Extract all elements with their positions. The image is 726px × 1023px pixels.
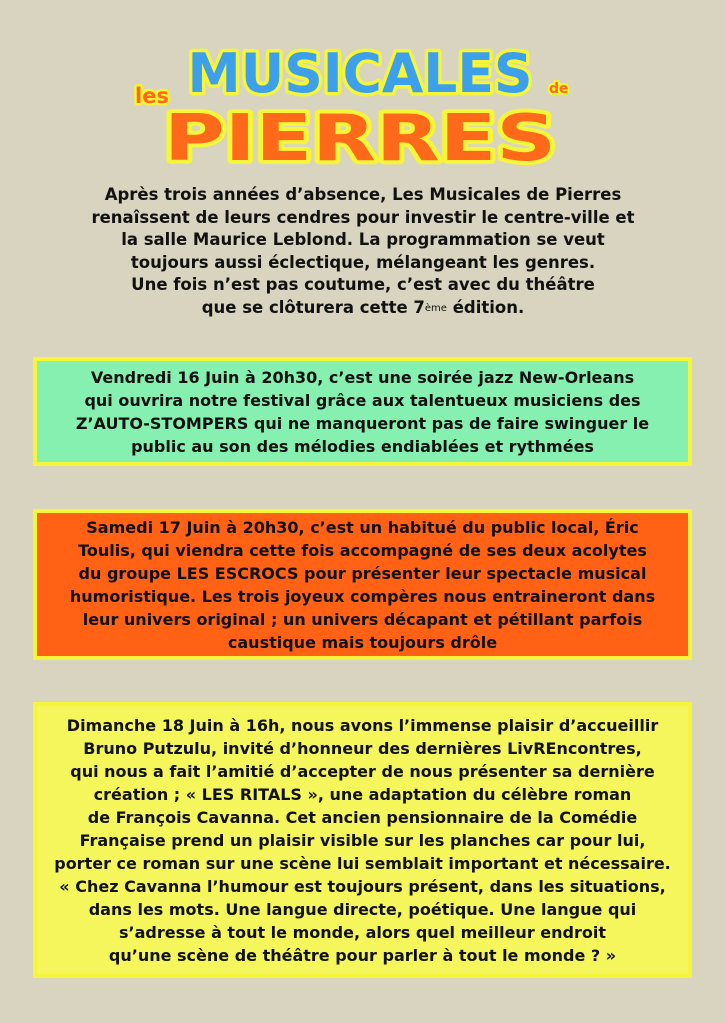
event-text-sunday: Dimanche 18 Juin à 16h, nous avons l’immense plaisir d’accueillir Bruno Putzulu, invité d’honneur des dernières LivREncontres, qui nous a fait l’amitié d’accepter de nous présenter sa dernière création ; « LES RITALS », une adaptation du célèbre roman de François Cavanna. Cet ancien pensionnaire de la Comédie Française prend un plaisir visible sur les planches car pour lui, porter ce roman sur une scène lui semblait important et nécessaire. « Chez Cavanna l’humour est toujours présent, dans les situations, dans les mots. Une langue directe, poétique. Une langue qui s’adresse à tout le monde, alors quel meilleur endroit qu’une scène de théâtre pour parler à tout le monde ? » <box>54 715 671 965</box>
logo-de: de <box>549 81 569 97</box>
logo-les: les <box>135 84 169 108</box>
intro-line: la salle Maurice Leblond. La programmation se veut <box>121 230 605 249</box>
festival-logo <box>0 0 726 175</box>
intro-line: toujours aussi éclectique, mélangeant les genres. <box>130 252 596 272</box>
intro-line: renaîssent de leurs cendres pour investir le centre-ville et <box>91 207 635 227</box>
intro-line6-start: que se clôturera cette 7 <box>201 297 425 317</box>
intro-line: Une fois n’est pas coutume, c’est avec du théâtre <box>131 275 595 294</box>
event-text-friday: Vendredi 16 Juin à 20h30, c’est une soirée jazz New-Orleans qui ouvrira notre festival grâce aux talentueux musiciens des Z’AUTO-STOMPERS qui ne manqueront pas de faire swinguer le public au son des mélodies endiablées et rythmées <box>75 367 650 456</box>
event-box-sunday <box>33 702 692 978</box>
logo-musicales: MUSICALES <box>187 42 533 105</box>
intro-line: Après trois années d’absence, Les Musicales de Pierres <box>104 185 622 204</box>
intro-line6-end: édition. <box>446 297 525 317</box>
event-text-saturday: Samedi 17 Juin à 20h30, c’est un habitué du public local, Éric Toulis, qui viendra cette fois accompagné de ses deux acolytes du groupe LES ESCROCS pour présenter leur spectacle musical humoristique. Les trois joyeux compères nous entraineront dans leur univers original ; un univers décapant et pétillant parfois caustique mais toujours drôle <box>69 517 656 652</box>
logo-pierres: PIERRES <box>164 102 556 175</box>
intro-paragraph <box>40 184 686 320</box>
intro-line <box>40 297 686 321</box>
event-box-friday <box>33 357 692 466</box>
event-box-saturday <box>33 509 692 660</box>
edition-superscript: ème <box>424 302 447 314</box>
